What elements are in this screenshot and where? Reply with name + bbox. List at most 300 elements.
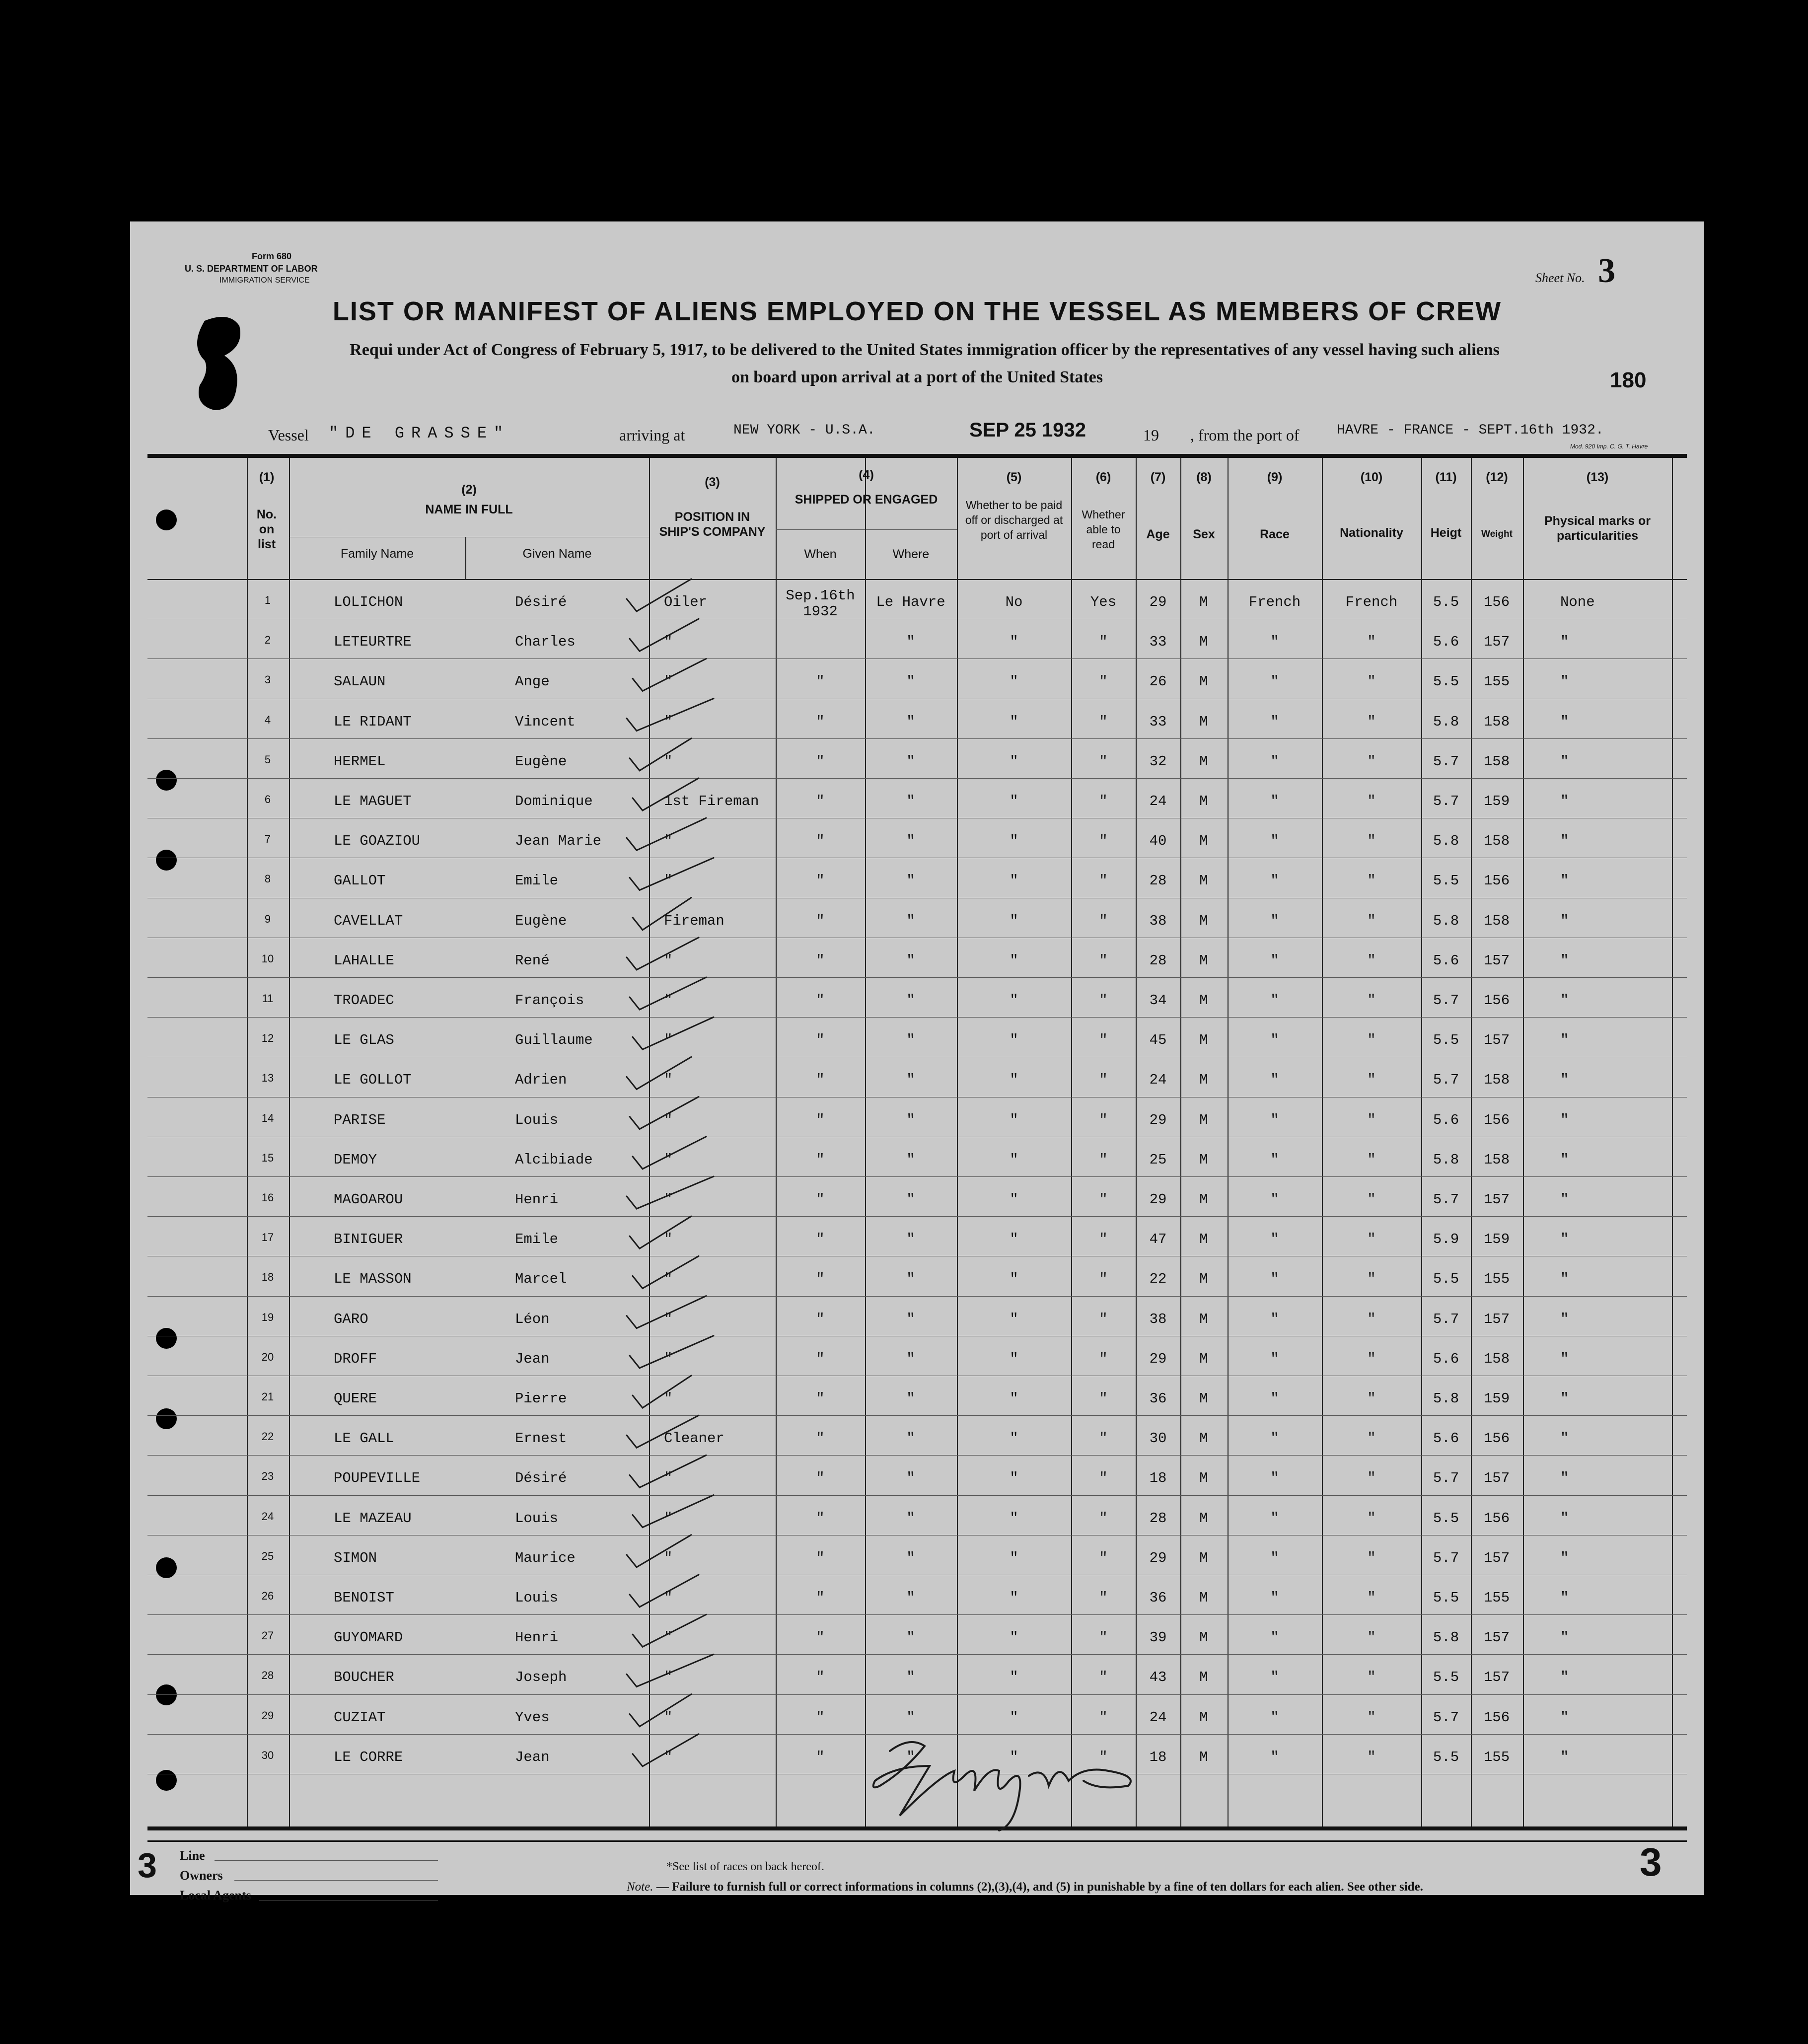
weight: 158 bbox=[1483, 833, 1510, 850]
shipped-when: " bbox=[816, 952, 825, 969]
col7-label: Age bbox=[1146, 527, 1170, 541]
nationality: " bbox=[1367, 952, 1376, 969]
weight: 158 bbox=[1483, 1350, 1510, 1367]
position: " bbox=[664, 1470, 673, 1487]
height: 5.5 bbox=[1433, 873, 1459, 889]
able-to-read: " bbox=[1099, 873, 1108, 889]
row-number: 8 bbox=[264, 873, 271, 885]
weight: 158 bbox=[1483, 753, 1510, 770]
position: " bbox=[664, 1669, 673, 1686]
given-name: Henri bbox=[515, 1629, 559, 1646]
able-to-read: " bbox=[1099, 1032, 1108, 1049]
sex: M bbox=[1199, 1072, 1208, 1089]
col10-label: Nationality bbox=[1340, 526, 1403, 540]
sex: M bbox=[1199, 793, 1208, 809]
physical-marks: " bbox=[1560, 1629, 1569, 1646]
row-number: 21 bbox=[261, 1390, 274, 1403]
family-name: GUYOMARD bbox=[334, 1629, 403, 1646]
race: " bbox=[1270, 634, 1279, 651]
nationality: " bbox=[1367, 1749, 1376, 1765]
weight: 155 bbox=[1483, 1749, 1510, 1765]
given-name: Dominique bbox=[515, 793, 593, 809]
age: 33 bbox=[1149, 713, 1167, 730]
shipped-where: " bbox=[906, 912, 915, 929]
sex: M bbox=[1199, 753, 1208, 770]
weight: 157 bbox=[1483, 1191, 1510, 1208]
col11-num: (11) bbox=[1435, 470, 1457, 484]
race: French bbox=[1248, 594, 1301, 610]
col2-family: Family Name bbox=[340, 547, 414, 561]
paid-off: " bbox=[1010, 1709, 1018, 1726]
shipped-where: " bbox=[906, 1072, 915, 1089]
able-to-read: " bbox=[1099, 1549, 1108, 1566]
physical-marks: " bbox=[1560, 912, 1569, 929]
shipped-when: " bbox=[816, 713, 825, 730]
race: " bbox=[1270, 912, 1279, 929]
sex: M bbox=[1199, 1350, 1208, 1367]
sex: M bbox=[1199, 1549, 1208, 1566]
col4-where: Where bbox=[892, 547, 930, 561]
height: 5.6 bbox=[1433, 1350, 1459, 1367]
col8-label: Sex bbox=[1193, 527, 1215, 541]
race: " bbox=[1270, 1590, 1279, 1606]
able-to-read: " bbox=[1099, 1231, 1108, 1248]
able-to-read: " bbox=[1099, 1669, 1108, 1686]
shipped-when: " bbox=[816, 673, 825, 690]
col4-num: (4) bbox=[859, 468, 874, 482]
shipped-when: " bbox=[816, 1669, 825, 1686]
age: 24 bbox=[1149, 1072, 1167, 1089]
nationality: French bbox=[1345, 594, 1398, 610]
shipped-when: " bbox=[816, 1510, 825, 1527]
shipped-when: " bbox=[816, 992, 825, 1009]
age: 29 bbox=[1149, 1111, 1167, 1128]
physical-marks: " bbox=[1560, 1669, 1569, 1686]
height: 5.7 bbox=[1433, 992, 1459, 1009]
shipped-when: " bbox=[816, 1470, 825, 1487]
weight: 157 bbox=[1483, 1549, 1510, 1566]
table-row bbox=[147, 977, 1687, 978]
footer-line-rule bbox=[215, 1860, 438, 1861]
shipped-where: " bbox=[906, 992, 915, 1009]
shipped-when: " bbox=[816, 1072, 825, 1089]
shipped-where: " bbox=[906, 873, 915, 889]
paid-off: " bbox=[1010, 1151, 1018, 1168]
col5-label: Whether to be paid off or discharged at port of arrival bbox=[965, 499, 1063, 541]
column-divider bbox=[1523, 458, 1524, 1826]
row-number: 3 bbox=[264, 673, 271, 686]
position: " bbox=[664, 713, 673, 730]
position: " bbox=[664, 1072, 673, 1089]
column-divider bbox=[1228, 458, 1229, 1826]
race: " bbox=[1270, 952, 1279, 969]
shipped-where: " bbox=[906, 1191, 915, 1208]
physical-marks: " bbox=[1560, 992, 1569, 1009]
position: " bbox=[664, 992, 673, 1009]
given-name: Guillaume bbox=[515, 1032, 593, 1049]
shipped-where: " bbox=[906, 833, 915, 850]
position: " bbox=[664, 1510, 673, 1527]
race: " bbox=[1270, 833, 1279, 850]
given-name: Jean Marie bbox=[515, 833, 602, 850]
physical-marks: " bbox=[1560, 1350, 1569, 1367]
weight: 158 bbox=[1483, 1072, 1510, 1089]
age: 34 bbox=[1149, 992, 1167, 1009]
position: " bbox=[664, 1390, 673, 1407]
col8-num: (8) bbox=[1196, 470, 1212, 484]
column-divider bbox=[1421, 458, 1422, 1826]
race: " bbox=[1270, 1510, 1279, 1527]
able-to-read: " bbox=[1099, 992, 1108, 1009]
physical-marks: None bbox=[1560, 594, 1595, 610]
able-to-read: " bbox=[1099, 1470, 1108, 1487]
col11-label: Heigt bbox=[1430, 526, 1462, 540]
able-to-read: " bbox=[1099, 1629, 1108, 1646]
given-name: Eugène bbox=[515, 912, 567, 929]
sex: M bbox=[1199, 594, 1208, 610]
given-name: Charles bbox=[515, 634, 576, 651]
given-name: Louis bbox=[515, 1111, 559, 1128]
age: 29 bbox=[1149, 1350, 1167, 1367]
table-row bbox=[147, 1216, 1687, 1217]
shipped-where: " bbox=[906, 753, 915, 770]
given-name: Jean bbox=[515, 1749, 550, 1765]
shipped-when: " bbox=[816, 1111, 825, 1128]
family-name: BENOIST bbox=[334, 1590, 394, 1606]
sex: M bbox=[1199, 1590, 1208, 1606]
page-number: 180 bbox=[1610, 368, 1647, 392]
paid-off: " bbox=[1010, 1311, 1018, 1327]
given-name: Désiré bbox=[515, 1470, 567, 1487]
position: Oiler bbox=[664, 594, 708, 610]
row-number: 7 bbox=[264, 833, 271, 846]
weight: 157 bbox=[1483, 952, 1510, 969]
shipped-where: Le Havre bbox=[876, 594, 945, 610]
family-name: LE MAZEAU bbox=[334, 1510, 412, 1527]
position: " bbox=[664, 1151, 673, 1168]
physical-marks: " bbox=[1560, 1032, 1569, 1049]
paid-off: " bbox=[1010, 1111, 1018, 1128]
age: 38 bbox=[1149, 1311, 1167, 1327]
position: " bbox=[664, 873, 673, 889]
given-name: Jean bbox=[515, 1350, 550, 1367]
row-number: 9 bbox=[264, 912, 271, 925]
row-number: 1 bbox=[264, 594, 271, 606]
given-name: Alcibiade bbox=[515, 1151, 593, 1168]
race: " bbox=[1270, 1549, 1279, 1566]
able-to-read: " bbox=[1099, 1311, 1108, 1327]
paid-off: " bbox=[1010, 1749, 1018, 1765]
weight: 156 bbox=[1483, 1111, 1510, 1128]
family-name: QUERE bbox=[334, 1390, 377, 1407]
physical-marks: " bbox=[1560, 952, 1569, 969]
nationality: " bbox=[1367, 1590, 1376, 1606]
sex: M bbox=[1199, 833, 1208, 850]
paid-off: " bbox=[1010, 912, 1018, 929]
weight: 155 bbox=[1483, 673, 1510, 690]
weight: 159 bbox=[1483, 1231, 1510, 1248]
family-name: LOLICHON bbox=[334, 594, 403, 610]
height: 5.8 bbox=[1433, 1390, 1459, 1407]
family-name: LE GOAZIOU bbox=[334, 833, 421, 850]
race: " bbox=[1270, 1231, 1279, 1248]
paid-off: " bbox=[1010, 992, 1018, 1009]
sex: M bbox=[1199, 1510, 1208, 1527]
age: 29 bbox=[1149, 1191, 1167, 1208]
given-name: René bbox=[515, 952, 550, 969]
family-name: SIMON bbox=[334, 1549, 377, 1566]
age: 26 bbox=[1149, 673, 1167, 690]
position: " bbox=[664, 1350, 673, 1367]
race: " bbox=[1270, 1470, 1279, 1487]
row-number: 16 bbox=[261, 1191, 274, 1204]
able-to-read: " bbox=[1099, 1430, 1108, 1447]
nationality: " bbox=[1367, 1271, 1376, 1288]
physical-marks: " bbox=[1560, 1390, 1569, 1407]
column-divider bbox=[1071, 458, 1072, 1826]
physical-marks: " bbox=[1560, 1271, 1569, 1288]
shipped-where: " bbox=[906, 1470, 915, 1487]
paid-off: " bbox=[1010, 673, 1018, 690]
nationality: " bbox=[1367, 1151, 1376, 1168]
height: 5.6 bbox=[1433, 1430, 1459, 1447]
column-divider bbox=[1180, 458, 1181, 1826]
shipped-when: " bbox=[816, 1749, 825, 1765]
page-title: LIST OR MANIFEST OF ALIENS EMPLOYED ON THE VESSEL AS MEMBERS OF CREW bbox=[332, 296, 1502, 326]
signature bbox=[850, 1716, 1168, 1835]
shipped-when: " bbox=[816, 1390, 825, 1407]
physical-marks: " bbox=[1560, 1191, 1569, 1208]
able-to-read: " bbox=[1099, 673, 1108, 690]
row-number: 24 bbox=[261, 1510, 274, 1523]
age: 30 bbox=[1149, 1430, 1167, 1447]
able-to-read: " bbox=[1099, 1749, 1108, 1765]
height: 5.7 bbox=[1433, 753, 1459, 770]
sex: M bbox=[1199, 1709, 1208, 1726]
age: 28 bbox=[1149, 952, 1167, 969]
given-name: Emile bbox=[515, 873, 559, 889]
physical-marks: " bbox=[1560, 634, 1569, 651]
shipped-when: " bbox=[816, 833, 825, 850]
row-number: 14 bbox=[261, 1111, 274, 1124]
table-row bbox=[147, 1455, 1687, 1456]
column-divider bbox=[957, 458, 958, 1826]
weight: 158 bbox=[1483, 713, 1510, 730]
weight: 158 bbox=[1483, 1151, 1510, 1168]
height: 5.5 bbox=[1433, 1510, 1459, 1527]
given-name: François bbox=[515, 992, 584, 1009]
position: " bbox=[664, 1749, 673, 1765]
shipped-when: " bbox=[816, 1191, 825, 1208]
height: 5.9 bbox=[1433, 1231, 1459, 1248]
paid-off: " bbox=[1010, 1271, 1018, 1288]
row-number: 25 bbox=[261, 1549, 274, 1562]
row-number: 4 bbox=[264, 713, 271, 726]
nationality: " bbox=[1367, 673, 1376, 690]
family-name: POUPEVILLE bbox=[334, 1470, 421, 1487]
note-label: Note. bbox=[627, 1880, 653, 1894]
col4-label: SHIPPED OR ENGAGED bbox=[795, 493, 938, 507]
shipped-where: " bbox=[906, 1231, 915, 1248]
paid-off: " bbox=[1010, 1669, 1018, 1686]
height: 5.7 bbox=[1433, 1311, 1459, 1327]
physical-marks: " bbox=[1560, 793, 1569, 809]
age: 38 bbox=[1149, 912, 1167, 929]
column-divider bbox=[289, 458, 290, 1826]
height: 5.8 bbox=[1433, 833, 1459, 850]
nationality: " bbox=[1367, 1470, 1376, 1487]
col1-label: No. on list bbox=[256, 508, 277, 551]
height: 5.6 bbox=[1433, 952, 1459, 969]
sex: M bbox=[1199, 1271, 1208, 1288]
shipped-where: " bbox=[906, 1032, 915, 1049]
able-to-read: " bbox=[1099, 713, 1108, 730]
header-subdivider bbox=[776, 529, 957, 530]
departure-port: HAVRE - FRANCE - SEPT.16th 1932. bbox=[1337, 423, 1604, 438]
col13-num: (13) bbox=[1586, 470, 1609, 484]
sex: M bbox=[1199, 1669, 1208, 1686]
col9-label: Race bbox=[1260, 527, 1290, 541]
mod-note: Mod. 920 Imp. C. G. T. Havre bbox=[1570, 443, 1648, 450]
nationality: " bbox=[1367, 912, 1376, 929]
given-name: Léon bbox=[515, 1311, 550, 1327]
arriving-label: arriving at bbox=[619, 426, 685, 444]
row-number: 17 bbox=[261, 1231, 274, 1244]
age: 18 bbox=[1149, 1470, 1167, 1487]
age: 25 bbox=[1149, 1151, 1167, 1168]
weight: 159 bbox=[1483, 1390, 1510, 1407]
race: " bbox=[1270, 1629, 1279, 1646]
col6-num: (6) bbox=[1095, 470, 1111, 484]
col7-num: (7) bbox=[1150, 470, 1166, 484]
able-to-read: " bbox=[1099, 753, 1108, 770]
race: " bbox=[1270, 753, 1279, 770]
family-name: LAHALLE bbox=[334, 952, 394, 969]
position: 1st Fireman bbox=[664, 793, 759, 809]
row-number: 27 bbox=[261, 1629, 274, 1642]
family-name: PARISE bbox=[334, 1111, 386, 1128]
weight: 155 bbox=[1483, 1271, 1510, 1288]
weight: 156 bbox=[1483, 594, 1510, 610]
table-row bbox=[147, 1176, 1687, 1177]
family-name: LETEURTRE bbox=[334, 634, 412, 651]
race: " bbox=[1270, 1151, 1279, 1168]
col12-label: Weight bbox=[1481, 529, 1513, 539]
col3-num: (3) bbox=[705, 475, 720, 489]
given-name: Maurice bbox=[515, 1549, 576, 1566]
paid-off: " bbox=[1010, 1350, 1018, 1367]
paid-off: " bbox=[1010, 873, 1018, 889]
shipped-when: " bbox=[816, 873, 825, 889]
age: 24 bbox=[1149, 1709, 1167, 1726]
physical-marks: " bbox=[1560, 1549, 1569, 1566]
footer-right-number: 3 bbox=[1640, 1840, 1662, 1884]
shipped-where: " bbox=[906, 1629, 915, 1646]
sex: M bbox=[1199, 1111, 1208, 1128]
given-name: Adrien bbox=[515, 1072, 567, 1089]
sex: M bbox=[1199, 673, 1208, 690]
nationality: " bbox=[1367, 634, 1376, 651]
race: " bbox=[1270, 1749, 1279, 1765]
table-row bbox=[147, 738, 1687, 739]
nationality: " bbox=[1367, 1231, 1376, 1248]
shipped-where: " bbox=[906, 1669, 915, 1686]
col9-num: (9) bbox=[1267, 470, 1283, 484]
shipped-where: " bbox=[906, 1111, 915, 1128]
shipped-when: " bbox=[816, 1549, 825, 1566]
sex: M bbox=[1199, 713, 1208, 730]
col2-given: Given Name bbox=[522, 547, 592, 561]
footer-left-number: 3 bbox=[138, 1846, 157, 1885]
weight: 156 bbox=[1483, 873, 1510, 889]
nationality: " bbox=[1367, 1430, 1376, 1447]
race: " bbox=[1270, 1390, 1279, 1407]
paid-off: " bbox=[1010, 1072, 1018, 1089]
given-name: Eugène bbox=[515, 753, 567, 770]
shipped-when: " bbox=[816, 1629, 825, 1646]
height: 5.5 bbox=[1433, 1271, 1459, 1288]
height: 5.7 bbox=[1433, 793, 1459, 809]
weight: 157 bbox=[1483, 1629, 1510, 1646]
weight: 156 bbox=[1483, 1510, 1510, 1527]
col3-label: POSITION IN SHIP'S COMPANY bbox=[659, 510, 766, 539]
column-divider bbox=[1322, 458, 1323, 1826]
shipped-when: " bbox=[816, 1032, 825, 1049]
col13-label: Physical marks or particularities bbox=[1544, 514, 1651, 543]
height: 5.7 bbox=[1433, 1709, 1459, 1726]
fine-note bbox=[627, 1880, 1423, 1894]
paid-off: " bbox=[1010, 713, 1018, 730]
checkmarks bbox=[617, 569, 815, 1860]
race: " bbox=[1270, 1191, 1279, 1208]
weight: 156 bbox=[1483, 1709, 1510, 1726]
able-to-read: " bbox=[1099, 833, 1108, 850]
sex: M bbox=[1199, 1470, 1208, 1487]
family-name: SALAUN bbox=[334, 673, 386, 690]
from-port-label: , from the port of bbox=[1190, 426, 1300, 444]
height: 5.5 bbox=[1433, 1749, 1459, 1765]
shipped-where: " bbox=[906, 1510, 915, 1527]
family-name: DROFF bbox=[334, 1350, 377, 1367]
physical-marks: " bbox=[1560, 873, 1569, 889]
form-number: Form 680 bbox=[252, 251, 292, 261]
shipped-where: " bbox=[906, 793, 915, 809]
row-number: 11 bbox=[262, 992, 274, 1005]
family-name: BINIGUER bbox=[334, 1231, 403, 1248]
shipped-where: " bbox=[906, 1709, 915, 1726]
physical-marks: " bbox=[1560, 833, 1569, 850]
physical-marks: " bbox=[1560, 673, 1569, 690]
table-row bbox=[147, 1415, 1687, 1416]
family-name: DEMOY bbox=[334, 1151, 377, 1168]
age: 36 bbox=[1149, 1390, 1167, 1407]
sex: M bbox=[1199, 634, 1208, 651]
nationality: " bbox=[1367, 873, 1376, 889]
family-name: MAGOAROU bbox=[334, 1191, 403, 1208]
family-name: LE GLAS bbox=[334, 1032, 394, 1049]
age: 43 bbox=[1149, 1669, 1167, 1686]
family-name: CUZIAT bbox=[334, 1709, 386, 1726]
age: 29 bbox=[1149, 594, 1167, 610]
physical-marks: " bbox=[1560, 1590, 1569, 1606]
position: " bbox=[664, 952, 673, 969]
family-name: LE GOLLOT bbox=[334, 1072, 412, 1089]
shipped-where: " bbox=[906, 1549, 915, 1566]
given-name: Louis bbox=[515, 1590, 559, 1606]
nationality: " bbox=[1367, 1072, 1376, 1089]
table-row bbox=[147, 1694, 1687, 1695]
physical-marks: " bbox=[1560, 1151, 1569, 1168]
